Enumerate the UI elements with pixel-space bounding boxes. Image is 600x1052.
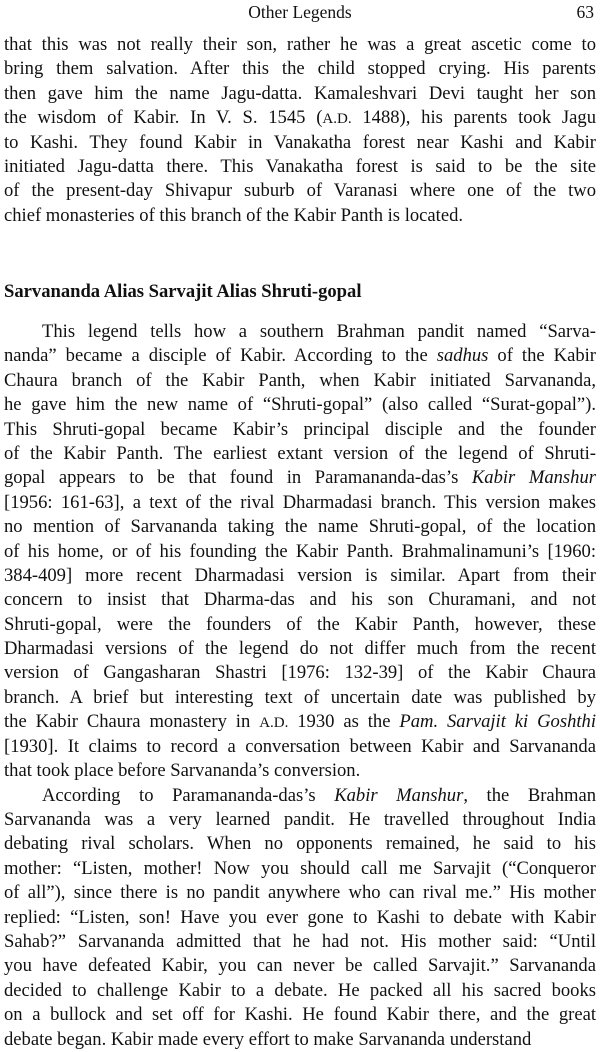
text-line: debating rival scholars. When no opponents remained, he said to his [4, 833, 596, 855]
continued-paragraph [4, 33, 596, 228]
text-line: Shruti-gopal, were the founders of the Kabir Panth, however, these [4, 613, 596, 635]
text-line: Sarvananda was a very learned pandit. He travelled throughout India [4, 808, 596, 830]
text-line: 384-409] more recent Dharmadasi version is similar. Apart from their [4, 564, 596, 586]
text-line: of his home, or of his founding the Kabir Panth. Brahmalinamuni’s [1960: [4, 540, 596, 562]
text-line: This Shruti-gopal became Kabir’s principal disciple and the founder [4, 418, 596, 440]
text-line: of the Kabir Panth. The earliest extant version of the legend of Shruti- [4, 442, 596, 464]
page-number: 63 [576, 2, 594, 22]
text-line: that took place before Sarvananda’s conversion. [4, 760, 361, 782]
paragraph-2 [4, 784, 596, 1052]
text-line: [1956: 161-63], a text of the rival Dharmadasi branch. This version makes [4, 491, 596, 513]
text-line: initiated Jagu-datta there. This Vanakatha forest is said to be the site [4, 155, 596, 177]
text-line: Dharmadasi versions of the legend do not differ much from the recent [4, 638, 596, 660]
running-title: Other Legends [248, 2, 352, 22]
text-line: then gave him the name Jagu-datta. Kamaleshvari Devi taught her son [4, 82, 596, 104]
text-line: you have defeated Kabir, you can never be called Sarvajit.” Sarvananda [4, 955, 596, 977]
text-line: [1930]. It claims to record a conversation between Kabir and Sarvananda [4, 735, 596, 757]
text-line: to Kashi. They found Kabir in Vanakatha forest near Kashi and Kabir [4, 131, 596, 153]
text-line: concern to insist that Dharma-das and his son Churamani, and not [4, 589, 596, 611]
text-line: he gave him the new name of “Shruti-gopal” (also called “Surat-gopal”). [4, 394, 596, 416]
text-line: nanda” became a disciple of Kabir. According to the sadhus of the Kabir [4, 345, 596, 367]
text-line: on a bullock and set off for Kashi. He found Kabir there, and the great [4, 1004, 596, 1026]
text-line: chief monasteries of this branch of the Kabir Panth is located. [4, 204, 464, 226]
text-line: This legend tells how a southern Brahman pandit named “Sarva- [42, 321, 596, 342]
text-line: of the present-day Shivapur suburb of Varanasi where one of the two [4, 180, 596, 202]
text-line: decided to challenge Kabir to a debate. He packed all his sacred books [4, 979, 596, 1001]
text-line: According to Paramananda-das’s Kabir Manshur, the Brahman [42, 784, 596, 806]
text-line: replied: “Listen, son! Have you ever gone to Kashi to debate with Kabir [4, 906, 596, 928]
text-line: that this was not really their son, rather he was a great ascetic come to [4, 34, 596, 55]
section-heading: Sarvananda Alias Sarvajit Alias Shruti-gopal [4, 281, 362, 302]
text-line: bring them salvation. After this the child stopped crying. His parents [4, 58, 596, 80]
text-line: gopal appears to be that found in Paramananda-das’s Kabir Manshur [4, 467, 597, 489]
text-line: Sahab?” Sarvananda admitted that he had not. His mother said: “Until [4, 930, 596, 952]
text-line: debate began. Kabir made every effort to make Sarvananda understand [4, 1028, 532, 1050]
paragraph-1 [4, 320, 596, 783]
text-line: no mention of Sarvananda taking the name Shruti-gopal, of the location [4, 516, 596, 538]
text-line: Chaura branch of the Kabir Panth, when Kabir initiated Sarvananda, [4, 369, 596, 391]
text-line: of all”), since there is no pandit anywhere who can rival me.” His mother [4, 882, 596, 904]
text-line: branch. A brief but interesting text of uncertain date was published by [4, 686, 596, 708]
running-header [0, 2, 600, 26]
text-line: the Kabir Chaura monastery in A.D. 1930 as the Pam. Sarvajit ki Goshthi [4, 711, 596, 733]
text-line: mother: “Listen, mother! Now you should call me Sarvajit (“Conqueror [4, 857, 596, 879]
text-line: version of Gangasharan Shastri [1976: 132-39] of the Kabir Chaura [4, 662, 596, 684]
text-line: the wisdom of Kabir. In V. S. 1545 (A.D. 1488), his parents took Jagu [4, 107, 597, 129]
